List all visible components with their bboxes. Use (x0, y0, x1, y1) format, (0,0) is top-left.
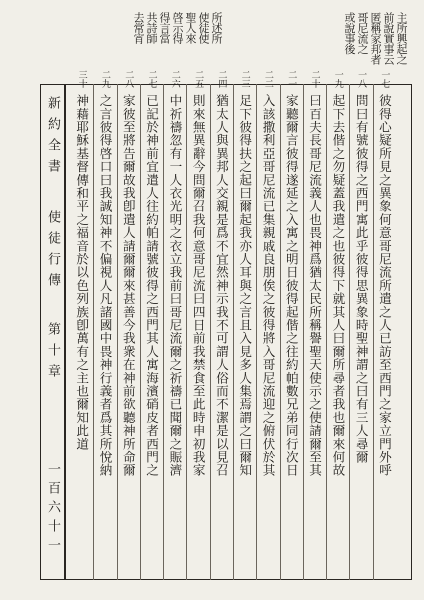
header-note: 前說實事云 (382, 12, 395, 65)
column-rule (256, 84, 257, 580)
header-note: 匿稱家邦者 (369, 12, 382, 65)
header-note: 主所興起之 (395, 12, 408, 65)
header-note: 使徒使 (197, 12, 210, 44)
verse-number: 二八 (123, 70, 134, 88)
text-column: 已記於神前宜遣人往約帕請號彼得之西門其人寓海濱硝皮者西門之 (144, 94, 160, 477)
verse-number: 二七 (146, 70, 157, 88)
verse-number: 二四 (216, 70, 227, 88)
header-note: 或說事後 (343, 12, 356, 54)
verse-number: 二二 (262, 70, 273, 88)
header-note: 哥尼流之 (356, 12, 369, 54)
column-rule (280, 84, 281, 580)
text-column: 中祈禱忽有一人衣光明之衣立我前曰哥尼流爾之祈禱已聞爾之賑濟 (167, 94, 183, 477)
text-column: 問曰有號彼得之西門寓此乎彼得思異象時聖神謂之曰有三人尋爾 (353, 94, 369, 464)
header-note: 啓示得 (171, 12, 184, 44)
column-rule (117, 84, 118, 580)
margin-rule (64, 84, 66, 580)
column-rule (163, 84, 164, 580)
header-note: 聖人來 (184, 12, 197, 44)
column-rule (93, 84, 94, 580)
page-number: 一百六十一 (45, 462, 60, 557)
verse-number: 一七 (379, 70, 390, 88)
verse-number: 一九 (332, 70, 343, 88)
text-column: 曰百夫長哥尼流義人也畏神爲猶太民所稱譽聖天使示之使請爾至其 (307, 94, 323, 477)
text-column: 神藉耶穌基督傳和平之福音於以色列族卽萬有之主也爾知此道 (74, 94, 90, 451)
verse-number: 二十 (309, 70, 320, 88)
column-rule (326, 84, 327, 580)
text-column: 入該撒利亞哥尼流已集親戚良朋俟之彼得將入哥尼流迎之俯伏於其 (260, 94, 276, 477)
header-note: 得言當 (158, 12, 171, 44)
text-column: 則來無異辭今問爾召我何意哥尼流曰四日前我禁食至此時申初我家 (190, 94, 206, 477)
book-title: 新約全書 (45, 96, 60, 180)
text-column: 家聽爾言彼得遂延之入寓之明日彼得起偕之往約帕數兄弟同行次日 (283, 94, 299, 477)
verse-number: 一八 (356, 70, 367, 88)
text-column: 足下彼得扶之起曰爾起我亦人耳與之言且入見多人集焉謂之曰爾知 (237, 94, 253, 477)
column-rule (186, 84, 187, 580)
verse-number: 二六 (169, 70, 180, 88)
verse-number: 二五 (193, 70, 204, 88)
column-rule (210, 84, 211, 580)
text-column: 之言彼得啓口曰我誠知神不偏視人凡諸國中畏神行義者爲其所悅納 (97, 94, 113, 477)
column-rule (140, 84, 141, 580)
text-column: 猶太人與異邦人交親是爲不宜然神示我不可謂人俗而不潔是以見召 (213, 94, 229, 477)
column-rule (373, 84, 374, 580)
column-rule (233, 84, 234, 580)
text-column: 彼得心疑所見之異象何意哥尼流所遣之人已訪至西門之家立門外呼 (376, 94, 392, 477)
header-note: 去常宵 (132, 12, 145, 44)
header-note: 共詩師 (145, 12, 158, 44)
column-rule (349, 84, 350, 580)
verse-number: 二三 (239, 70, 250, 88)
book-name: 使徒行傳 (45, 210, 60, 294)
chapter-number: 第十章 (45, 322, 60, 385)
verse-number: 二九 (99, 70, 110, 88)
text-column: 家彼至將告爾故我卽遣人請爾爾來甚善今我衆在神前欲聽神所命爾 (120, 94, 136, 477)
header-note: 所述所 (210, 12, 223, 44)
column-rule (303, 84, 304, 580)
text-column: 起下去偕之勿疑蓋我遣之也彼得下就其人曰爾所尋者我也爾來何故 (330, 94, 346, 477)
verse-number: 三十 (76, 70, 87, 88)
verse-number: 二一 (286, 70, 297, 88)
